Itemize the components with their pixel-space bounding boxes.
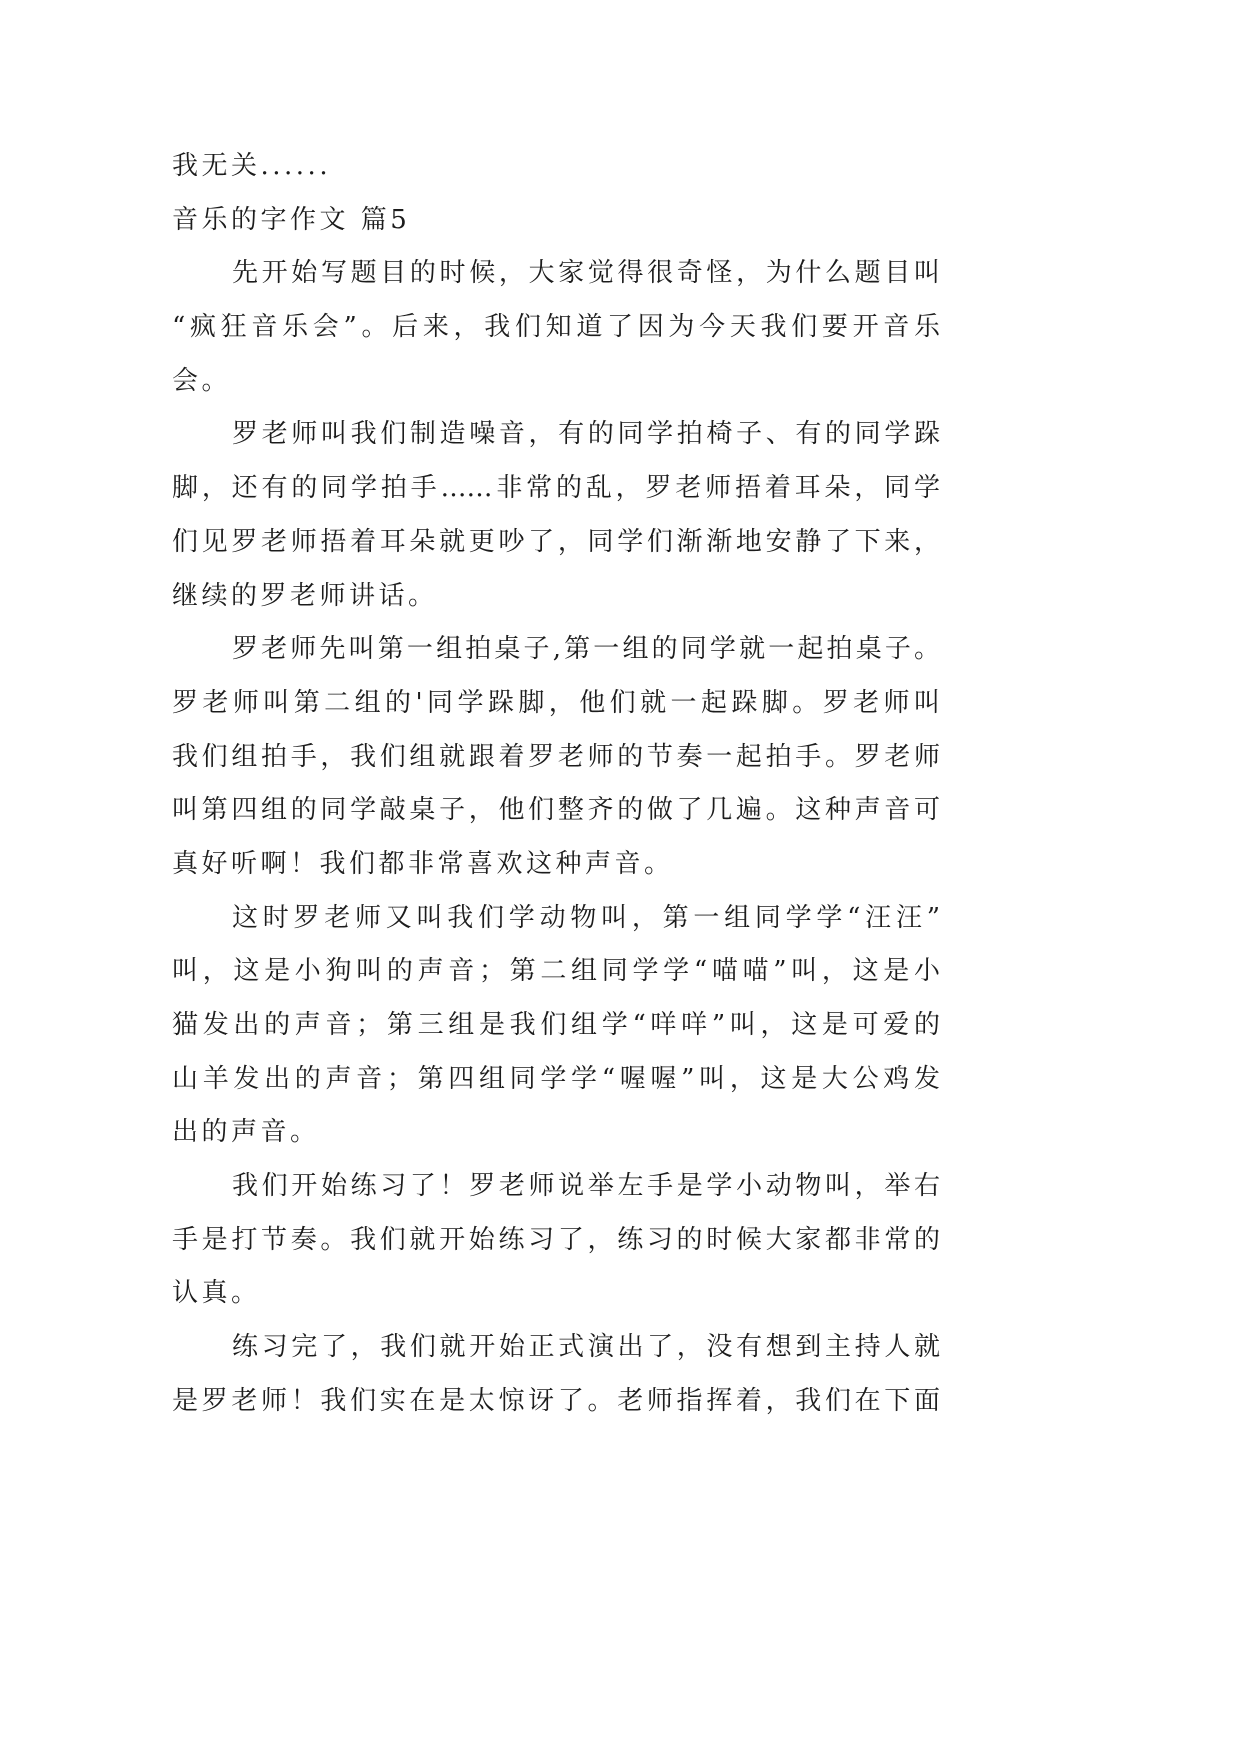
paragraph-line: 罗老师先叫第一组拍桌子,第一组的同学就一起拍桌子。: [232, 634, 940, 665]
paragraph-line: 先开始写题目的时候，大家觉得很奇怪，为什么题目叫: [232, 258, 940, 289]
paragraph-line: 继续的罗老师讲话。: [172, 580, 438, 611]
paragraph-line: 脚，还有的同学拍手……非常的乱，罗老师捂着耳朵，同学: [172, 473, 940, 504]
paragraph-1: [172, 247, 940, 408]
paragraph-line: 我们开始练习了！罗老师说举左手是学小动物叫，举右: [232, 1171, 940, 1202]
paragraph-line: 练习完了，我们就开始正式演出了，没有想到主持人就: [232, 1332, 940, 1363]
paragraph-line: 会。: [172, 365, 232, 396]
paragraph-line: 们见罗老师捂着耳朵就更吵了，同学们渐渐地安静了下来，: [172, 526, 940, 557]
paragraph-line: “疯狂音乐会”。后来，我们知道了因为今天我们要开音乐: [172, 312, 940, 343]
document-page: [172, 140, 940, 1429]
paragraph-line: 叫，这是小狗叫的声音；第二组同学学“喵喵”叫，这是小: [172, 956, 940, 987]
paragraph-line: 罗老师叫我们制造噪音，有的同学拍椅子、有的同学跺: [232, 419, 940, 450]
paragraph-2: [172, 408, 940, 623]
paragraph-line: 是罗老师！我们实在是太惊讶了。老师指挥着，我们在下面: [172, 1385, 940, 1416]
paragraph-4: [172, 892, 940, 1160]
paragraph-line: 我们组拍手，我们组就跟着罗老师的节奏一起拍手。罗老师: [172, 741, 940, 772]
paragraph-line: 山羊发出的声音；第四组同学学“喔喔”叫，这是大公鸡发: [172, 1063, 940, 1094]
paragraph-line: 叫第四组的同学敲桌子，他们整齐的做了几遍。这种声音可: [172, 795, 940, 826]
paragraph-line: 认真。: [172, 1278, 261, 1309]
paragraph-5: [172, 1160, 940, 1321]
paragraph-line: 出的声音。: [172, 1117, 320, 1148]
paragraph-6: [172, 1321, 940, 1428]
paragraph-3: [172, 623, 940, 891]
paragraph-line: 真好听啊！我们都非常喜欢这种声音。: [172, 848, 674, 879]
section-title: 音乐的字作文 篇5: [172, 204, 411, 235]
paragraph-line: 手是打节奏。我们就开始练习了，练习的时候大家都非常的: [172, 1224, 940, 1255]
paragraph-line: 罗老师叫第二组的'同学跺脚，他们就一起跺脚。罗老师叫: [172, 687, 940, 718]
paragraph-line: 猫发出的声音；第三组是我们组学“咩咩”叫，这是可爱的: [172, 1010, 940, 1040]
continued-text: 我无关......: [172, 151, 332, 181]
paragraph-line: 这时罗老师又叫我们学动物叫，第一组同学学“汪汪”: [232, 902, 940, 933]
